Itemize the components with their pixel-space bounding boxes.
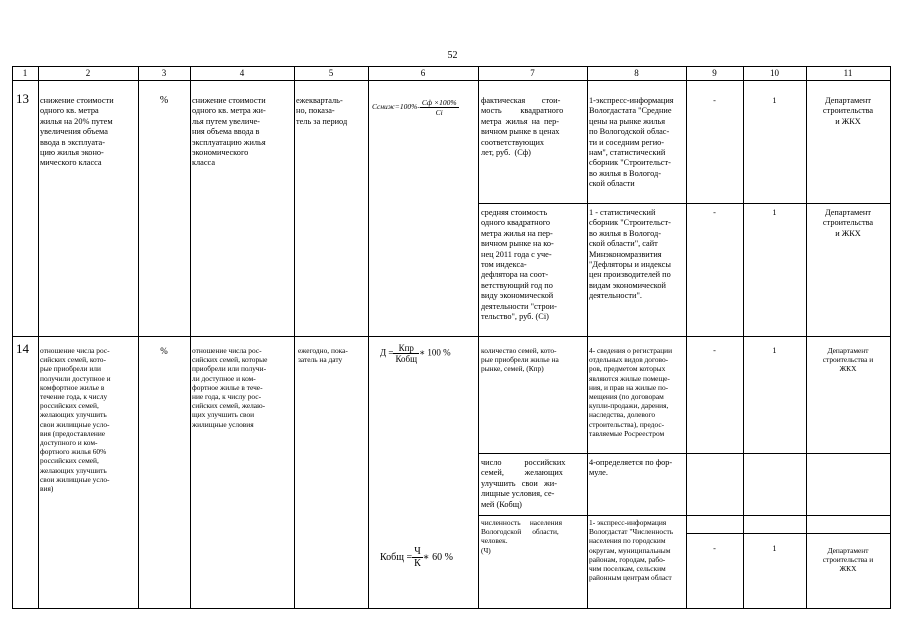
table-line: [478, 453, 891, 454]
formula-numerator: Ч: [412, 546, 423, 558]
table-line: [138, 66, 139, 609]
table-line: [587, 66, 588, 609]
base-indicator: число российских семей, желающих улучшить свои жи- лищные условия, се- мей (Кобщ): [481, 458, 566, 509]
table-line: [294, 66, 295, 609]
table-line: [743, 66, 744, 609]
table-line: [686, 66, 687, 609]
formula-text: Кобщ =: [380, 551, 413, 563]
data-source: 1- экспресс-информация Вологдастат "Численность населения по городским округам, муниципальным районам, городам, рабо- чим поселкам, сельским районным центрам област: [589, 518, 674, 583]
data-source: 1 - статистический сборник "Строительст- во жилья в Вологод- ской области", сайт Минэкономразвития "Дефляторы и индексы цен производителей по видам экономической деятельности".: [589, 208, 671, 301]
formula: [372, 98, 459, 117]
table-line: [478, 66, 479, 609]
column-9-value: -: [713, 96, 716, 105]
formula: [380, 343, 451, 364]
formula-fraction: [420, 98, 459, 117]
table-line: [890, 66, 891, 609]
unit: %: [159, 95, 169, 106]
table-line: [686, 533, 891, 534]
formula-fraction: [393, 343, 419, 364]
formula-numerator: Cф ×100%: [421, 98, 457, 107]
row-number: 13: [16, 91, 29, 106]
responsible-department: Департамент строительства и ЖКХ: [822, 208, 874, 238]
indicator-definition: отношение числа рос- сийских семей, которые приобрели или получи- ли доступное и ком- фортное жилье в тече- ние года, к числу рос- сийских семей, желаю- щих улучшить свои жилищные условия: [192, 346, 268, 429]
formula-text: ∗ 60 %: [422, 551, 453, 563]
formula-fraction: [412, 546, 423, 569]
formula-denominator: Кобщ: [395, 354, 418, 364]
base-indicator: количество семей, кото- рые приобрели жилье на рынке, семей, (Кпр): [481, 346, 559, 374]
page-number: 52: [447, 50, 458, 61]
formula-numerator: Кпр: [393, 343, 419, 354]
column-header: 8: [634, 68, 639, 78]
base-indicator: фактическая стои- мость квадратного метра жилья на пер- вичном рынке в ценах соответствующих лет, руб. (Сф): [481, 96, 564, 158]
indicator-name: снижение стоимости одного кв. метра жилья на 20% путем увеличения объема ввода в эксплуата- цию жилья эконо- мического класса: [40, 96, 114, 168]
table-line: [12, 336, 891, 337]
periodicity: ежекварталь- но, показа- тель за период: [296, 96, 348, 126]
column-10-value: 1: [772, 346, 777, 355]
table-line: [12, 66, 13, 609]
periodicity: ежегодно, пока- затель на дату: [298, 346, 348, 365]
responsible-department: Департамент строительства и ЖКХ: [822, 96, 874, 126]
indicator-name: отношение числа рос- сийских семей, кото- рые приобрели или получили доступное и комфортное жилье в течение года, к числу российских семей, желающих улучшить свои жилищные усло- вия (предоставление доступного и ком- фортного жилья 60% российских семей, желающих улучшить свои жилищные усло- вия): [40, 346, 111, 494]
unit: %: [160, 346, 168, 356]
column-10-value: 1: [772, 544, 777, 553]
formula-text: Д =: [380, 347, 394, 358]
formula-text: Cсниж=100%-: [372, 102, 420, 112]
base-indicator: средняя стоимость одного квадратного метра жилья на пер- вичном рынке на ко- нец 2011 года с уче- том индекса- дефлятора на соот- ветствующий год по виду экономической деятельности "строи- тельство", руб. (Сi): [481, 208, 557, 322]
table-line: [12, 80, 891, 81]
responsible-department: Департамент строительства и ЖКХ: [822, 346, 874, 374]
column-header: 2: [85, 68, 91, 78]
row-number: 14: [16, 341, 29, 356]
responsible-department: Департамент строительства и ЖКХ: [822, 546, 874, 574]
column-10-value: 1: [772, 208, 777, 217]
table-line: [190, 66, 191, 609]
column-header: 11: [843, 68, 853, 78]
column-header: 1: [22, 68, 28, 78]
indicator-definition: снижение стоимости одного кв. метра жи- лья путем увеличе- ния объема ввода в эксплуатацию жилья экономического класса: [192, 96, 266, 168]
table-line: [806, 66, 807, 609]
column-header: 5: [328, 68, 334, 78]
formula-denominator: Ci: [435, 108, 443, 117]
column-header: 10: [770, 68, 779, 78]
column-10-value: 1: [772, 96, 777, 105]
formula-denominator: К: [414, 558, 421, 569]
data-source: 4-определяется по фор- муле.: [589, 458, 673, 478]
column-9-value: -: [713, 208, 716, 217]
formula: [380, 546, 453, 569]
column-header: 4: [239, 68, 245, 78]
table-line: [12, 66, 891, 67]
data-source: 1-экспресс-информация Вологдастата "Средние цены на рынке жилья по Вологодской облас- ти и соседним регио- нам", статистический сборник "Строительст- во жилья в Вологод- ской области: [589, 96, 674, 189]
table-line: [368, 66, 369, 609]
column-9-value: -: [713, 544, 716, 553]
base-indicator: численность населения Вологодской области, человек. (Ч): [481, 518, 562, 555]
column-header: 9: [712, 68, 717, 78]
formula-text: ∗ 100 %: [419, 347, 451, 358]
column-header: 7: [530, 68, 535, 78]
data-source: 4- сведения о регистрации отдельных видов догово- ров, предметом которых являются жилые помеще- ния, и прав на жилые по- мещения (по договорам купли-продажи, дарения, наследства, долевого строительства), предос- тавляемые Росреестром: [589, 346, 673, 438]
column-9-value: -: [713, 346, 716, 355]
column-header: 3: [161, 68, 167, 78]
column-header: 6: [420, 68, 426, 78]
table-line: [12, 608, 891, 609]
table-line: [478, 203, 891, 204]
table-line: [478, 515, 891, 516]
table-line: [38, 66, 39, 609]
